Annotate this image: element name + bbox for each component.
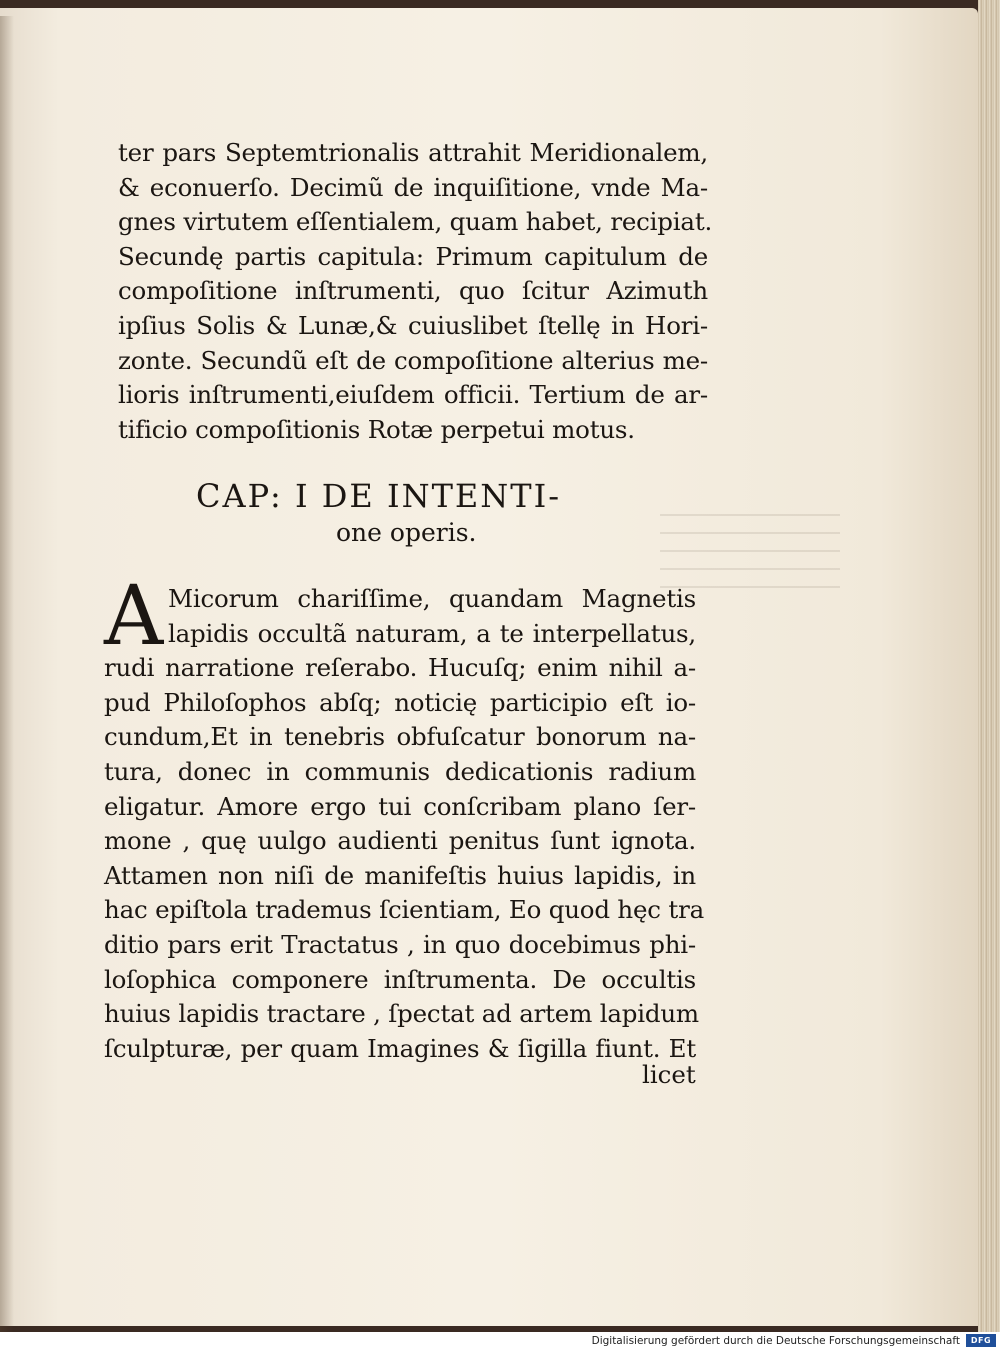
book-page (0, 8, 978, 1326)
text-line: compoſitione inſtrumenti, quo ſcitur Azimuth (118, 276, 708, 306)
intro-paragraph (118, 136, 713, 447)
dfg-logo: DFG (966, 1334, 996, 1347)
chapter-heading-continuation: one operis. (336, 518, 477, 547)
page-fore-edge (978, 0, 1000, 1332)
catchword: licet (642, 1060, 696, 1089)
footer-bar (0, 1332, 1000, 1350)
text-line: Micorum chariſſime, quandam Magnetis (168, 584, 696, 613)
text-line: tificio compoſitionis Rotæ perpetui motus. (118, 414, 635, 444)
text-line: huius lapidis tractare , ſpectat ad artem lapidum (104, 999, 699, 1029)
text-line: gnes virtutem eſſentialem, quam habet, recipiat. (118, 207, 713, 237)
gutter-shadow (0, 16, 14, 1332)
text-line: cundum,Et in tenebris obfuſcatur bonorum na- (104, 722, 696, 752)
chapter-body (104, 569, 704, 1066)
text-line: mone , quę uulgo audienti penitus ſunt ignota. (104, 826, 696, 856)
text-line: eligatur. Amore ergo tui conſcribam plano ſer- (104, 791, 696, 821)
text-line: tura, donec in communis dedicationis radium (104, 756, 696, 786)
drop-cap-initial: A (104, 569, 164, 664)
funding-credit: Digitalisierung gefördert durch die Deutsche Forschungsgemeinschaft (591, 1335, 960, 1347)
text-line: zonte. Secundũ eſt de compoſitione alterius me- (118, 345, 708, 375)
text-line: ter pars Septemtrionalis attrahit Meridionalem, (118, 138, 708, 167)
text-line: Secundę partis capitula: Primum capitulum de (118, 241, 708, 271)
show-through-bleed (660, 508, 840, 588)
text-line: ditio pars erit Tractatus , in quo docebimus phi- (104, 929, 696, 959)
text-line: lioris inſtrumenti,eiuſdem officii. Tertium de ar- (118, 380, 708, 410)
text-line: loſophica componere inſtrumenta. De occultis (104, 964, 696, 994)
text-line: hac epiſtola trademus ſcientiam, Eo quod hęc tra (104, 895, 704, 925)
chapter-heading: CAP: I DE INTENTI- (196, 477, 562, 515)
text-line: pud Philoſophos abſq; noticię participio eſt io- (104, 687, 696, 717)
text-line: ipſius Solis & Lunæ,& cuiuslibet ſtellę in Hori- (118, 310, 708, 340)
text-line: lapidis occultã naturam, a te interpellatus, (168, 618, 696, 648)
text-line: Attamen non niſi de manifeſtis huius lapidis, in (104, 860, 696, 890)
text-line: ſculpturæ, per quam Imagines & ſigilla fiunt. Et (104, 1033, 696, 1063)
text-line: rudi narratione reſerabo. Hucuſq; enim nihil a- (104, 653, 696, 683)
text-line: & econuerſo. Decimũ de inquiſitione, vnde Ma- (118, 172, 708, 202)
